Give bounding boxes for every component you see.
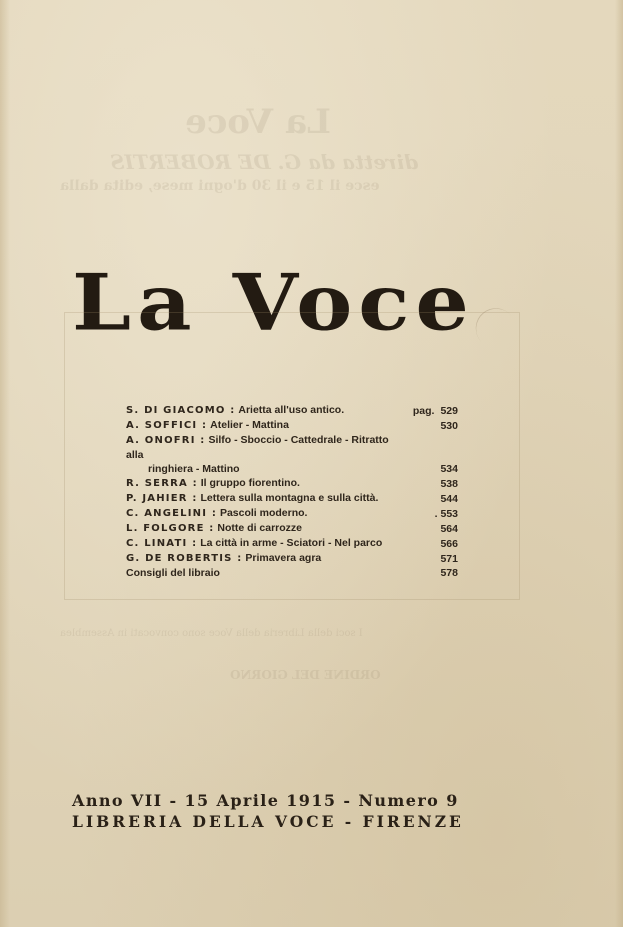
toc-author: S. DI GIACOMO : bbox=[126, 405, 236, 416]
page-label: pag. bbox=[412, 405, 435, 417]
toc-entry bbox=[126, 536, 458, 551]
toc-page-number: 544 bbox=[440, 493, 458, 505]
toc-author: L. FOLGORE : bbox=[126, 523, 215, 534]
toc-entry bbox=[126, 476, 458, 491]
toc-title: Arietta all'uso antico. bbox=[238, 404, 345, 416]
toc-title: Pascoli moderno. bbox=[219, 507, 308, 519]
toc-title-continuation: ringhiera - Mattino bbox=[148, 463, 240, 475]
issue-line: Anno VII - 15 Aprile 1915 - Numero 9 bbox=[72, 791, 459, 810]
toc-page-number: 534 bbox=[440, 463, 458, 475]
publisher-line: LIBRERIA DELLA VOCE - FIRENZE bbox=[72, 812, 464, 831]
toc-entry bbox=[126, 521, 458, 536]
toc-entry bbox=[126, 506, 458, 521]
toc-page-number: 529 bbox=[440, 405, 458, 417]
toc-page-number: . 553 bbox=[434, 508, 458, 520]
bleed-through-agenda: ORDINE DEL GIORNO bbox=[230, 668, 381, 682]
toc-title: Silfo - Sboccio - Cattedrale - Ritratto alla bbox=[126, 434, 389, 461]
masthead-title: La Voce bbox=[72, 256, 475, 348]
toc-page-number: 538 bbox=[440, 478, 458, 490]
toc-page-number: 564 bbox=[440, 523, 458, 535]
toc-title: Atelier - Mattina bbox=[210, 419, 289, 431]
table-of-contents bbox=[126, 403, 458, 580]
toc-entry-continuation bbox=[126, 462, 458, 476]
toc-entry bbox=[126, 551, 458, 566]
cover-footer bbox=[72, 791, 512, 833]
toc-title: La città in arme - Sciatori - Nel parco bbox=[200, 537, 383, 549]
bleed-through-notice: I soci della Libreria della Voce sono convocati in Assemblea bbox=[60, 628, 363, 639]
toc-title: Lettera sulla montagna e sulla città. bbox=[200, 492, 379, 504]
toc-entry bbox=[126, 433, 458, 462]
toc-entry bbox=[126, 403, 458, 418]
bleed-through-title: La Voce bbox=[185, 102, 332, 142]
toc-page-number: 530 bbox=[440, 420, 458, 432]
toc-author: C. ANGELINI : bbox=[126, 508, 218, 519]
paper-edge-left bbox=[0, 0, 10, 927]
toc-entry bbox=[126, 418, 458, 433]
toc-page-number: 578 bbox=[440, 567, 458, 579]
toc-author: R. SERRA : bbox=[126, 478, 198, 489]
bleed-through-line: esce il 15 e il 30 d'ogni mese, edita dalla bbox=[60, 178, 380, 194]
toc-page-number: 566 bbox=[440, 538, 458, 550]
toc-author: A. ONOFRI : bbox=[126, 435, 206, 446]
toc-title: Consigli del libraio bbox=[126, 567, 220, 579]
bleed-through-subtitle: diretta da G. DE ROBERTIS bbox=[110, 150, 419, 174]
toc-author: G. DE ROBERTIS : bbox=[126, 553, 243, 564]
toc-title: Il gruppo fiorentino. bbox=[200, 477, 300, 489]
toc-author: C. LINATI : bbox=[126, 538, 198, 549]
toc-title: Primavera agra bbox=[245, 552, 322, 564]
toc-page-number: 571 bbox=[440, 553, 458, 565]
paper-edge-right bbox=[615, 0, 623, 927]
toc-entry bbox=[126, 491, 458, 506]
toc-entry bbox=[126, 566, 458, 580]
toc-title: Notte di carrozze bbox=[217, 522, 303, 534]
toc-author: A. SOFFICI : bbox=[126, 420, 208, 431]
toc-author: P. JAHIER : bbox=[126, 493, 198, 504]
